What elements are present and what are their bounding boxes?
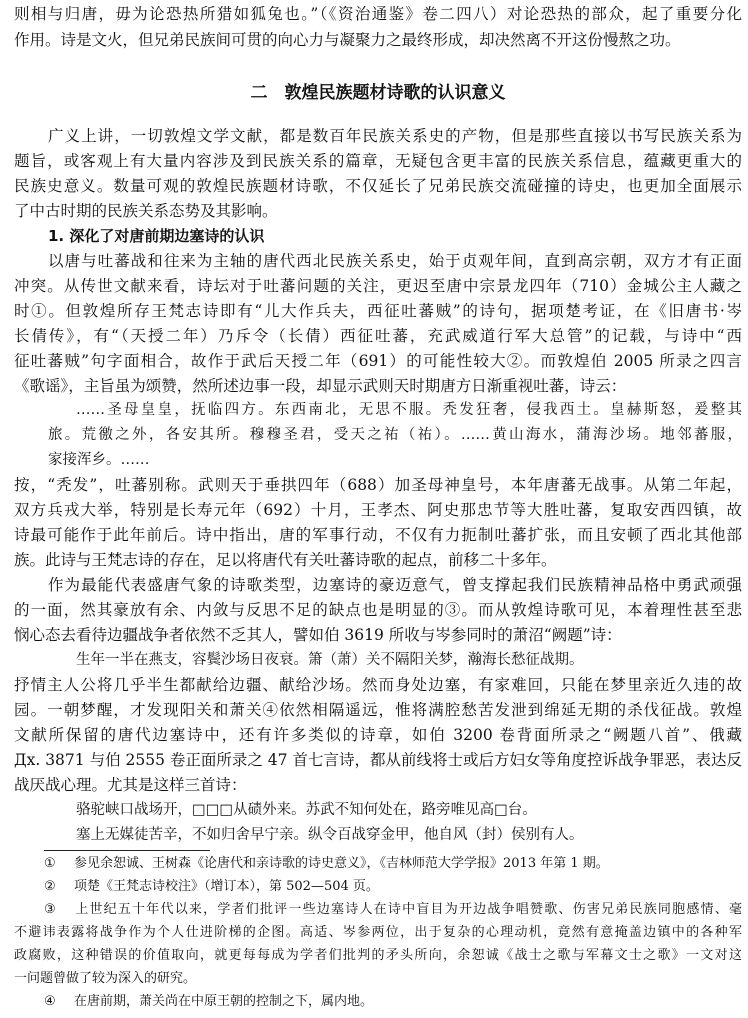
paragraph-line: 文献所保留的唐代边塞诗中，还有许多类似的诗章，如伯 3200 卷背面所录之“阙题八首”、俄藏: [14, 726, 742, 744]
footnote-rule: [44, 850, 210, 851]
footnote-text: 项楚《王梵志诗校注》（增订本），第 502—504 页。: [74, 879, 379, 894]
poem-line: 生年一半在燕支，容鬓沙场日夜衰。箫（萧）关不隔阳关梦，瀚海长愁征战期。: [76, 652, 584, 668]
paragraph-line: 时①。但敦煌所存王梵志诗即有“儿大作兵夫，西征吐蕃贼”的诗句，据项楚考证，在《旧唐书·岑: [14, 302, 742, 320]
footnote-text: 上世纪五十年代以来，学者们批评一些边塞诗人在诗中盲目为开边战争唱赞歌、伤害兄弟民族同胞感情、毫: [74, 902, 742, 917]
paragraph-line: 广义上讲，一切敦煌文学文献，都是数百年民族关系史的产物，但是那些直接以书写民族关系为: [48, 127, 742, 145]
paragraph-line: 作为最能代表盛唐气象的诗歌类型，边塞诗的豪迈意气，曾支撑起我们民族精神品格中勇武顽强: [48, 576, 742, 594]
footnote-line: [14, 922, 742, 943]
footnote-line: [14, 945, 742, 966]
poem-line: 塞上无媒徒苦辛，不如归舍早宁亲。纵令百战穿金甲，他自风（封）侯别有人。: [76, 827, 584, 843]
paragraph-line: 《歌谣》，主旨虽为颂赞，然所述边事一段，却显示武则天时期唐方日渐重视吐蕃，诗云：: [14, 377, 627, 395]
paragraph-line: 长倩传》，有“（天授二年）乃斥令（长倩）西征吐蕃，充武威道行军大总管”的记载，与诗中“西: [14, 327, 742, 345]
paragraph-line: 园。一朝梦醒，才发现阳关和萧关④依然相隔遥远，惟将满腔愁苦发泄到绵延无期的杀伐征战。敦煌: [14, 701, 742, 719]
paragraph-line: 族。此诗与王梵志诗的存在，足以将唐代有关吐蕃诗歌的起点，前移二十多年。: [14, 551, 557, 569]
section-heading: 二 敦煌民族题材诗歌的认识意义: [250, 83, 506, 103]
footnote-line: [14, 853, 742, 874]
subsection-heading: 1. 深化了对唐前期边塞诗的认识: [48, 227, 265, 245]
paragraph-line: 冲突。从传世文献来看，诗坛对于吐蕃问题的关注，更迟至唐中宗景龙四年（710）金城公主人藏之: [14, 277, 742, 295]
poem-line: 旅。荒徼之外，各安其所。穆穆圣君，受天之祐（祐）。……黄山海水，蒲海沙场。地邻蕃服，: [48, 427, 742, 443]
paragraph-line: 的一面，然其豪放有余、内敛与反思不足的缺点也是明显的③。而从敦煌诗歌可见，本着理性甚至悲: [14, 601, 742, 619]
paragraph-line: 悯心态去看待边疆战争者依然不乏其人，譬如伯 3619 所收与岑参同时的萧沼“阙题”诗：: [14, 626, 622, 644]
footnote-text: 一问题曾做了较为深入的研究。: [14, 971, 197, 986]
paragraph-line: 则相与归唐，毋为论恐热所猎如狐兔也。”（《资治通鉴》卷二四八）对论恐热的部众，起了重要分化: [14, 5, 742, 23]
footnote-marker: ②: [44, 879, 56, 894]
paragraph-line: 诗最可能作于此年前后。诗中指出，唐的军事行动，不仅有力扼制吐蕃扩张，而且安顿了西北其他部: [14, 526, 742, 544]
footnote-line: [14, 876, 742, 897]
paragraph-line: 题旨，或客观上有大量内容涉及到民族关系的篇章，无疑包含更丰富的民族关系信息，蕴藏更重大的: [14, 152, 742, 170]
paragraph-line: 抒情主人公将几乎半生都献给边疆、献给沙场。然而身处边塞，有家难回，只能在梦里亲近久违的故: [14, 676, 742, 694]
poem-line: 家接浑乡。……: [48, 452, 150, 468]
poem-line: ……圣母皇皇，抚临四方。东西南北，无思不服。秃发狂奢，侵我西土。皇赫斯怒，爰整其: [76, 402, 742, 418]
paragraph-line: Дх. 3871 与伯 2555 卷正面所录之 47 首七言诗，都从前线将士或后方妇女等角度控诉战争罪恶，表达反: [14, 751, 742, 769]
poem-line: 骆驼峡口战场开，□□□从碛外来。苏武不知何处在，路旁唯见高□台。: [76, 802, 537, 818]
paragraph-line: 征吐蕃贼”句字面相合，故作于武后天授二年（691）的可能性较大②。而敦煌伯 2005 所录之四言: [14, 352, 742, 370]
footnote-text: 不避讳表露将战争作为个人仕进阶梯的企图。高适、岑参两位，出于复杂的心理动机，竟然有意掩盖边镇中的各种军: [14, 925, 742, 940]
footnote-marker: ①: [44, 856, 56, 871]
paragraph-line: 民族史意义。数量可观的敦煌民族题材诗歌，不仅延长了兄弟民族交流碰撞的诗史，也更加全面展示: [14, 177, 742, 195]
footnote-text: 在唐前期，萧关尚在中原王朝的控制之下，属内地。: [74, 994, 374, 1009]
footnote-text: 参见余恕诚、王树森《论唐代和亲诗歌的诗史意义》，《吉林师范大学学报》2013 年第 1 期。: [74, 856, 609, 871]
paragraph-line: 双方兵戎大举，特别是长寿元年（692）十月，王孝杰、阿史那忠节等大胜吐蕃，复取安西四镇，故: [14, 501, 742, 519]
footnote-line: [14, 968, 742, 989]
footnote-text: 政腐败，这种错误的价值取向，就更每每成为学者们批判的矛头所向，余恕诚《战士之歌与军幕文士之歌》一文对这: [14, 948, 742, 963]
footnote-marker: ③: [44, 902, 56, 917]
footnote-marker: ④: [44, 994, 56, 1009]
paragraph-line: 按，“秃发”，吐蕃别称。武则天于垂拱四年（688）加圣母神皇号，本年唐蕃无战事。从第二年起，: [14, 476, 742, 494]
paragraph-line: 作用。诗是文火，但兄弟民族间可贯的向心力与凝聚力之最终形成，却决然离不开这份慢熬之功。: [14, 31, 681, 49]
paragraph-line: 以唐与吐蕃战和往来为主轴的唐代西北民族关系史，始于贞观年间，直到高宗朝，双方才有正面: [48, 252, 742, 270]
footnote-line: [14, 899, 742, 920]
footnote-line: [14, 991, 742, 1012]
paragraph-line: 了中古时期的民族关系态势及其影响。: [14, 202, 278, 220]
paragraph-line: 战厌战心理。尤其是这样三首诗：: [14, 776, 247, 794]
